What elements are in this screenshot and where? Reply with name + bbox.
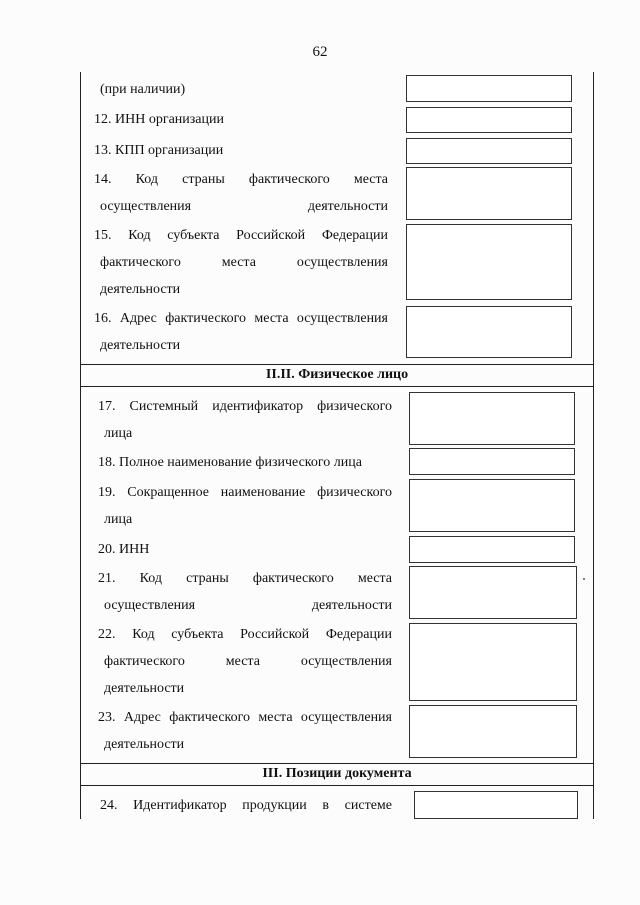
row-15-label: 15. Код субъекта Российской Федерации фактического места осуществления деятельности: [94, 228, 388, 297]
row-18-label: 18. Полное наименование физического лица: [98, 455, 362, 470]
field-14-country-code-box[interactable]: [406, 167, 572, 220]
page-number: 62: [312, 44, 328, 60]
scan-speck: [583, 578, 585, 580]
section-divider-bottom: [80, 386, 594, 387]
section-heading-positions: III. Позиции документа: [262, 766, 412, 781]
row-13-label: 13. КПП организации: [94, 143, 224, 158]
field-17-person-id-box[interactable]: [409, 392, 575, 445]
row-23-label: 23. Адрес фактического места осуществления деятельности: [98, 710, 392, 752]
field-23-address-box[interactable]: [409, 705, 577, 758]
field-11-box[interactable]: [406, 75, 572, 102]
field-16-address-box[interactable]: [406, 306, 572, 358]
field-15-region-code-box[interactable]: [406, 224, 572, 300]
row-12-label: 12. ИНН организации: [94, 112, 224, 127]
section3-divider-top: [80, 763, 594, 764]
field-22-region-code-box[interactable]: [409, 623, 577, 701]
section-divider-top: [80, 364, 594, 365]
field-24-product-id-box[interactable]: [414, 791, 578, 819]
field-20-inn-box[interactable]: [409, 536, 575, 563]
section-heading-individual: II.II. Физическое лицо: [265, 367, 409, 382]
row-20-label: 20. ИНН: [98, 542, 150, 557]
row-16-label: 16. Адрес фактического места осуществления деятельности: [94, 311, 388, 353]
row-14-label: 14. Код страны фактического места осуществления деятельности: [94, 172, 388, 214]
row-19-label: 19. Сокращенное наименование физического лица: [98, 485, 392, 527]
field-13-kpp-box[interactable]: [406, 138, 572, 164]
row-24-label: 24. Идентификатор продукции в системе: [100, 798, 392, 813]
section3-divider-bottom: [80, 785, 594, 786]
field-12-inn-box[interactable]: [406, 107, 572, 133]
field-19-short-name-box[interactable]: [409, 479, 575, 532]
row-21-label: 21. Код страны фактического места осуществления деятельности: [98, 571, 392, 613]
row-22-label: 22. Код субъекта Российской Федерации фактического места осуществления деятельности: [98, 627, 392, 696]
field-18-full-name-box[interactable]: [409, 448, 575, 475]
field-21-country-code-box[interactable]: [409, 566, 577, 619]
row-11-continuation: (при наличии): [100, 82, 186, 97]
row-17-label: 17. Системный идентификатор физического лица: [98, 399, 392, 441]
